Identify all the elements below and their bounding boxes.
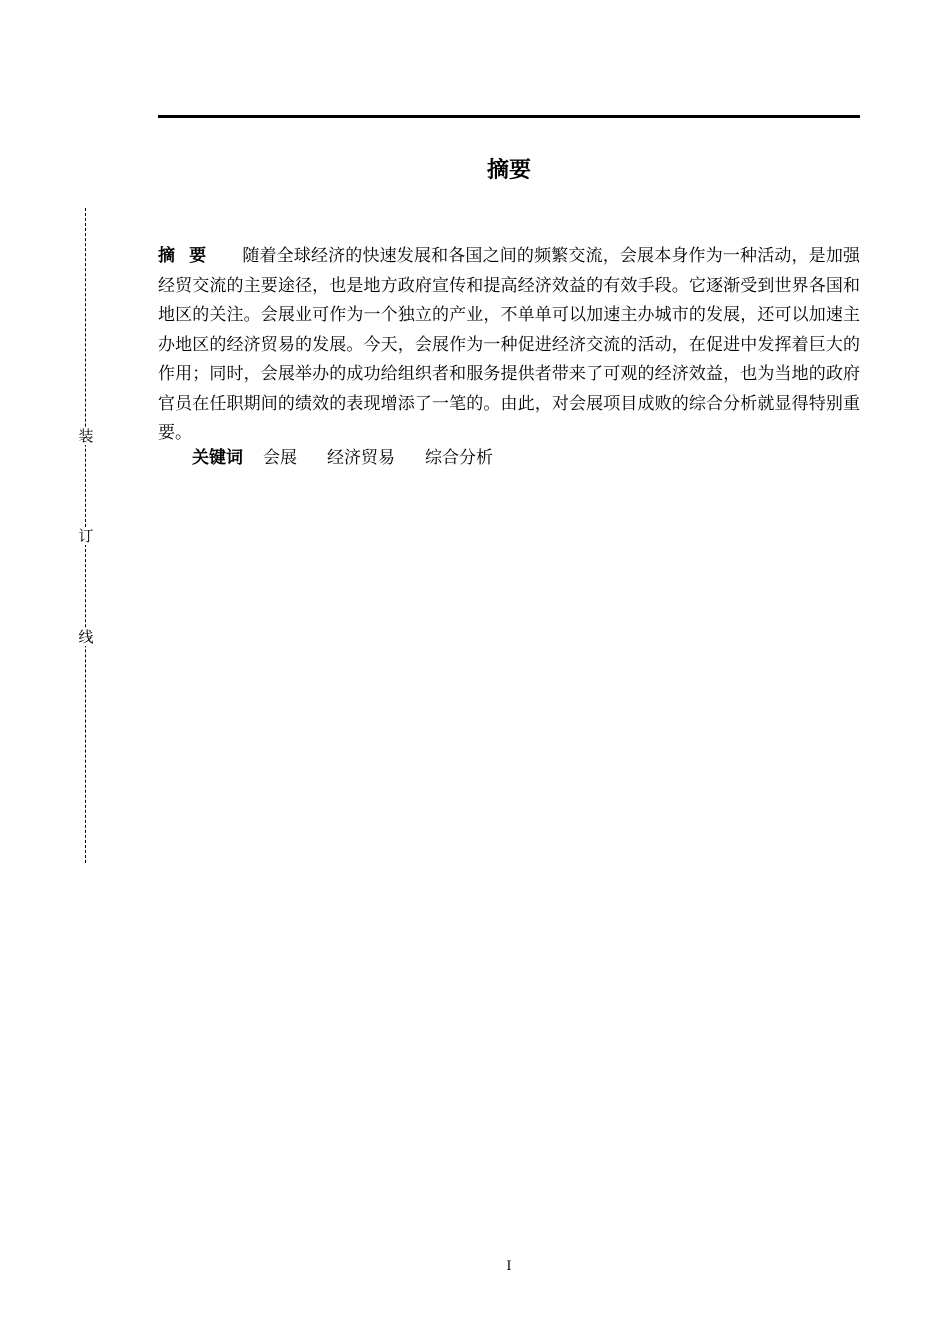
- keywords-line: [192, 444, 523, 473]
- binding-char-zhuang: 装: [78, 427, 94, 445]
- header-rule: [158, 115, 860, 118]
- page-number: I: [506, 1259, 512, 1274]
- keyword-item: 综合分析: [425, 448, 493, 468]
- page-title: 摘要: [486, 158, 531, 183]
- abstract-text: 随着全球经济的快速发展和各国之间的频繁交流，会展本身作为一种活动，是加强经贸交流的主要途径，也是地方政府宣传和提高经济效益的有效手段。它逐渐受到世界各国和地区的关注。会展业可作为一个独立的产业，不单单可以加速主办城市的发展，还可以加速主办地区的经济贸易的发展。今天，会展作为一种促进经济交流的活动，在促进中发挥着巨大的作用；同时，会展举办的成功给组织者和服务提供者带来了可观的经济效益，也为当地的政府官员在任职期间的绩效的表现增添了一笔的。由此，对会展项目成败的综合分析就显得特别重要。: [158, 246, 861, 443]
- abstract-label: 摘要: [158, 246, 221, 266]
- binding-char-ding: 订: [78, 527, 94, 545]
- keyword-item: 会展: [263, 448, 297, 468]
- binding-char-xian: 线: [78, 628, 94, 646]
- keywords-label: 关键词: [192, 448, 243, 468]
- abstract-paragraph: [158, 242, 860, 449]
- keyword-item: 经济贸易: [327, 448, 395, 468]
